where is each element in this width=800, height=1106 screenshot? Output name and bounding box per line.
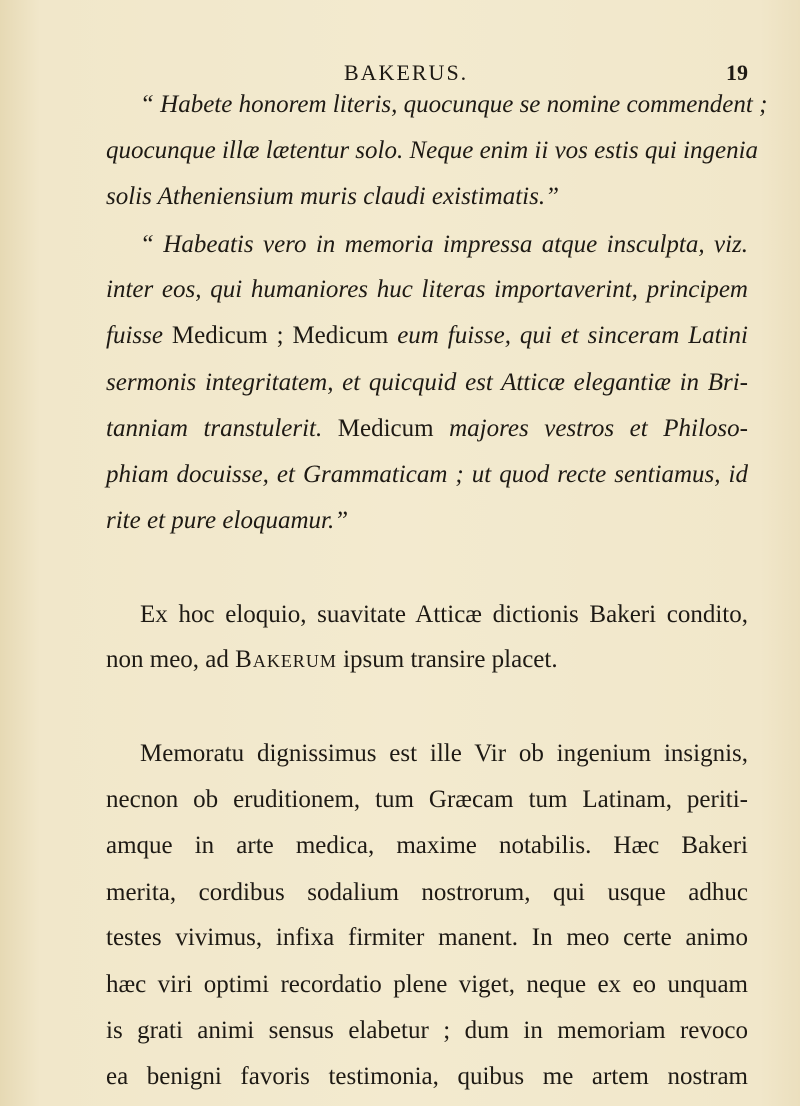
text-line — [106, 458, 748, 492]
text-line — [106, 876, 748, 910]
text-line — [106, 1060, 748, 1094]
italic-text: rite et pure eloquamur.” — [106, 507, 349, 534]
text-line — [106, 366, 748, 400]
text-line — [106, 829, 748, 863]
italic-text: tanniam transtulerit. — [106, 415, 323, 442]
text-line — [106, 1014, 748, 1048]
italic-text: majores vestros et Philoso- — [449, 415, 748, 442]
italic-text: “ Habeatis vero in memoria impressa atque insculpta, viz. — [140, 231, 748, 258]
text-line — [140, 737, 748, 771]
italic-text: eum fuisse, qui et sinceram Latini — [397, 322, 748, 349]
italic-text: quocunque illæ lætentur solo. Neque enim ii vos estis qui ingenia — [106, 137, 759, 164]
text-line — [106, 783, 748, 817]
roman-text: non meo, ad — [106, 646, 236, 673]
roman-text: Medicum ; Medicum — [162, 322, 398, 349]
text-line — [140, 598, 748, 632]
text-line — [106, 273, 748, 307]
roman-text: Memoratu dignissimus est ille Vir ob ingenium insignis, — [140, 740, 748, 767]
roman-text: hæc viri optimi recordatio plene viget, neque ex eo unquam — [106, 971, 748, 998]
text-line — [106, 134, 759, 168]
page-number: 19 — [726, 60, 748, 85]
text-line — [106, 180, 748, 214]
text-line — [140, 88, 768, 122]
text-line — [106, 643, 748, 677]
page-header — [0, 58, 800, 88]
text-line — [106, 504, 748, 538]
italic-text: fuisse — [106, 322, 163, 349]
roman-text: necnon ob eruditionem, tum Græcam tum Latinam, periti- — [106, 786, 748, 813]
text-line — [106, 412, 748, 446]
text-line — [140, 228, 748, 262]
roman-text: testes vivimus, infixa firmiter manent. In meo certe animo — [106, 924, 748, 951]
roman-text: Ex hoc eloquio, suavitate Atticæ dictionis Bakeri condito, — [140, 601, 748, 628]
roman-text: merita, cordibus sodalium nostrorum, qui usque adhuc — [106, 879, 748, 906]
roman-text: Medicum — [322, 415, 450, 442]
italic-text: phiam docuisse, et Grammaticam ; ut quod recte sentiamus, id — [106, 461, 748, 488]
roman-text: amque in arte medica, maxime notabilis. Hæc Bakeri — [106, 832, 748, 859]
text-line — [106, 968, 748, 1002]
roman-text: ea benigni favoris testimonia, quibus me artem nostram — [106, 1063, 748, 1090]
small-caps-name: Bakerum — [235, 646, 337, 673]
text-line — [106, 319, 748, 353]
italic-text: “ Habete honorem literis, quocunque se nomine commendent ; — [140, 91, 768, 118]
italic-text: inter eos, qui humaniores huc literas importaverint, principem — [106, 276, 748, 303]
roman-text: is grati animi sensus elabetur ; dum in memoriam revoco — [106, 1017, 748, 1044]
text-line — [106, 921, 748, 955]
italic-text: sermonis integritatem, et quicquid est Atticæ elegantiæ in Bri- — [106, 369, 748, 396]
running-title: BAKERUS. — [344, 60, 469, 85]
roman-text: ipsum transire placet. — [336, 646, 558, 673]
italic-text: solis Atheniensium muris claudi existimatis.” — [106, 183, 560, 210]
